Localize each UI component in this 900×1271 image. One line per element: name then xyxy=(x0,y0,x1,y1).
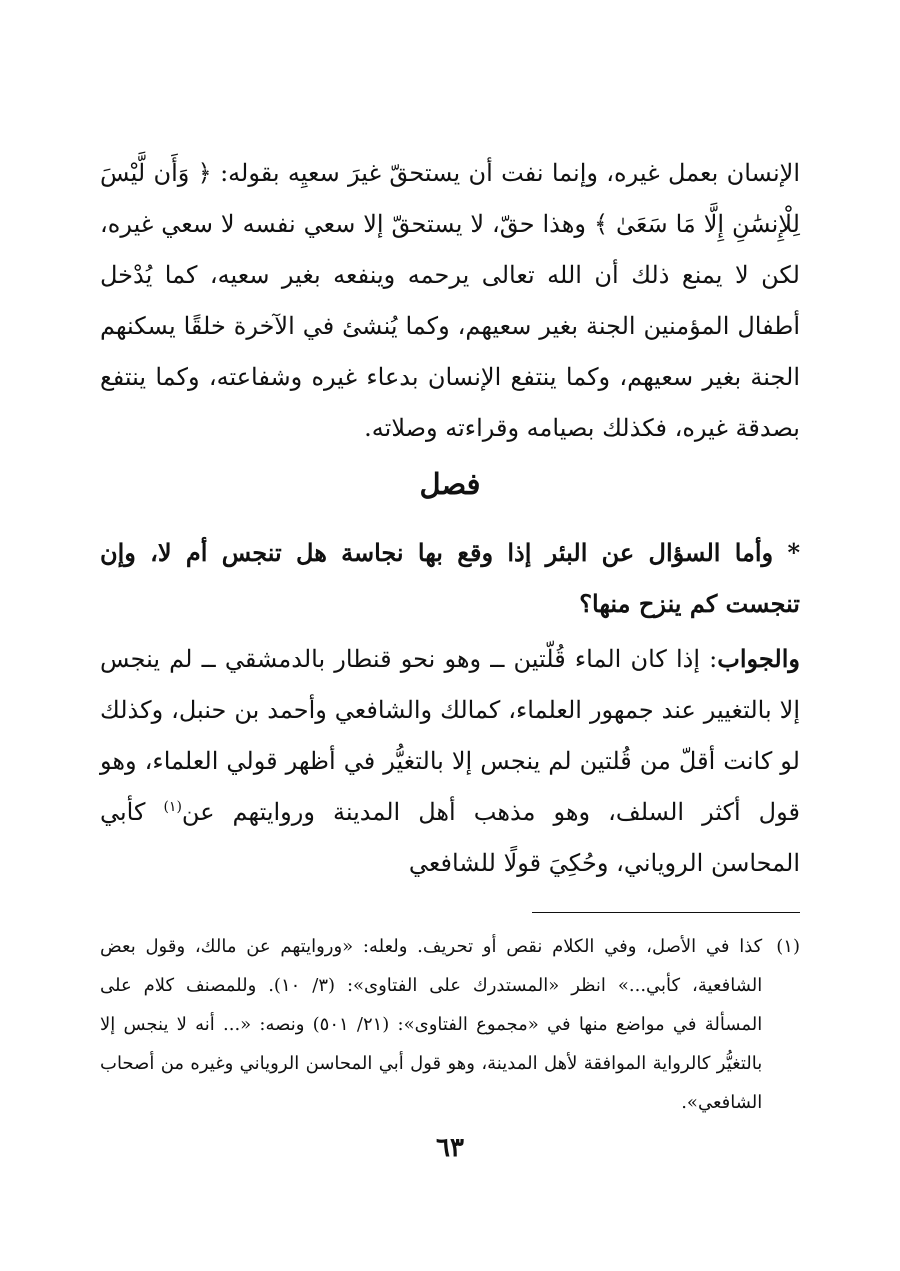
body-paragraph: الإنسان بعمل غيره، وإنما نفت أن يستحقّ غيرَ سعيِه بقوله: ﴿ وَأَن لَّيْسَ لِلْإِنسَٰنِ إِلَّا مَا سَعَىٰ ﴾ وهذا حقّ، لا يستحقّ إلا سعي نفسه لا سعي غيره، لكن لا يمنع ذلك أن الله تعالى يرحمه وينفعه بغير سعيه، كما يُدْخل أطفال المؤمنين الجنة بغير سعيهم، وكما يُنشئ في الآخرة خلقًا يسكنهم الجنة بغير سعيهم، وكما ينتفع الإنسان بدعاء غيره وشفاعته، وكما ينتفع بصدقة غيره، فكذلك بصيامه وقراءته وصلاته. xyxy=(100,159,800,442)
answer-text-part2: كأبي المحاسن الروياني، وحُكِيَ قولًا للشافعي xyxy=(100,798,800,877)
page-number: ٦٣ xyxy=(436,1133,464,1163)
body-text xyxy=(100,148,800,454)
answer-lead: والجواب xyxy=(717,644,800,673)
question-paragraph: * وأما السؤال عن البئر إذا وقع بها نجاسة هل تنجس أم لا، وإن تنجست كم ينزح منها؟ xyxy=(100,538,800,618)
section-heading: فصل xyxy=(419,467,481,501)
page-body xyxy=(100,148,800,889)
footnote xyxy=(100,927,800,1122)
answer-paragraph xyxy=(100,633,800,889)
footnote-marker: (١) xyxy=(776,936,800,957)
footnote-area xyxy=(100,912,800,1122)
footnote-reference[interactable]: (١) xyxy=(163,799,182,815)
footnote-divider xyxy=(532,912,800,913)
footnote-text: كذا في الأصل، وفي الكلام نقص أو تحريف. ولعله: «وروايتهم عن مالك، وقول بعض الشافعية، كأبي...» انظر «المستدرك على الفتاوى»: (٣/ ١٠). وللمصنف كلام على المسألة في مواضع منها في «مجموع الفتاوى»: (٢١/ ٥٠١) ونصه: «... أنه لا ينجس إلا بالتغيُّر كالرواية الموافقة لأهل المدينة، وهو قول أبي المحاسن الروياني وغيره من أصحاب الشافعي». xyxy=(100,936,763,1113)
answer-text-part1: : إذا كان الماء قُلّتين ــ وهو نحو قنطار بالدمشقي ــ لم ينجس إلا بالتغيير عند جمهور العلماء، كمالك والشافعي وأحمد بن حنبل، وكذلك لو كانت أقلّ من قُلتين لم ينجس إلا بالتغيُّر في أظهر قولي العلماء، وهو قول أكثر السلف، وهو مذهب أهل المدينة وروايتهم عن xyxy=(100,645,800,826)
